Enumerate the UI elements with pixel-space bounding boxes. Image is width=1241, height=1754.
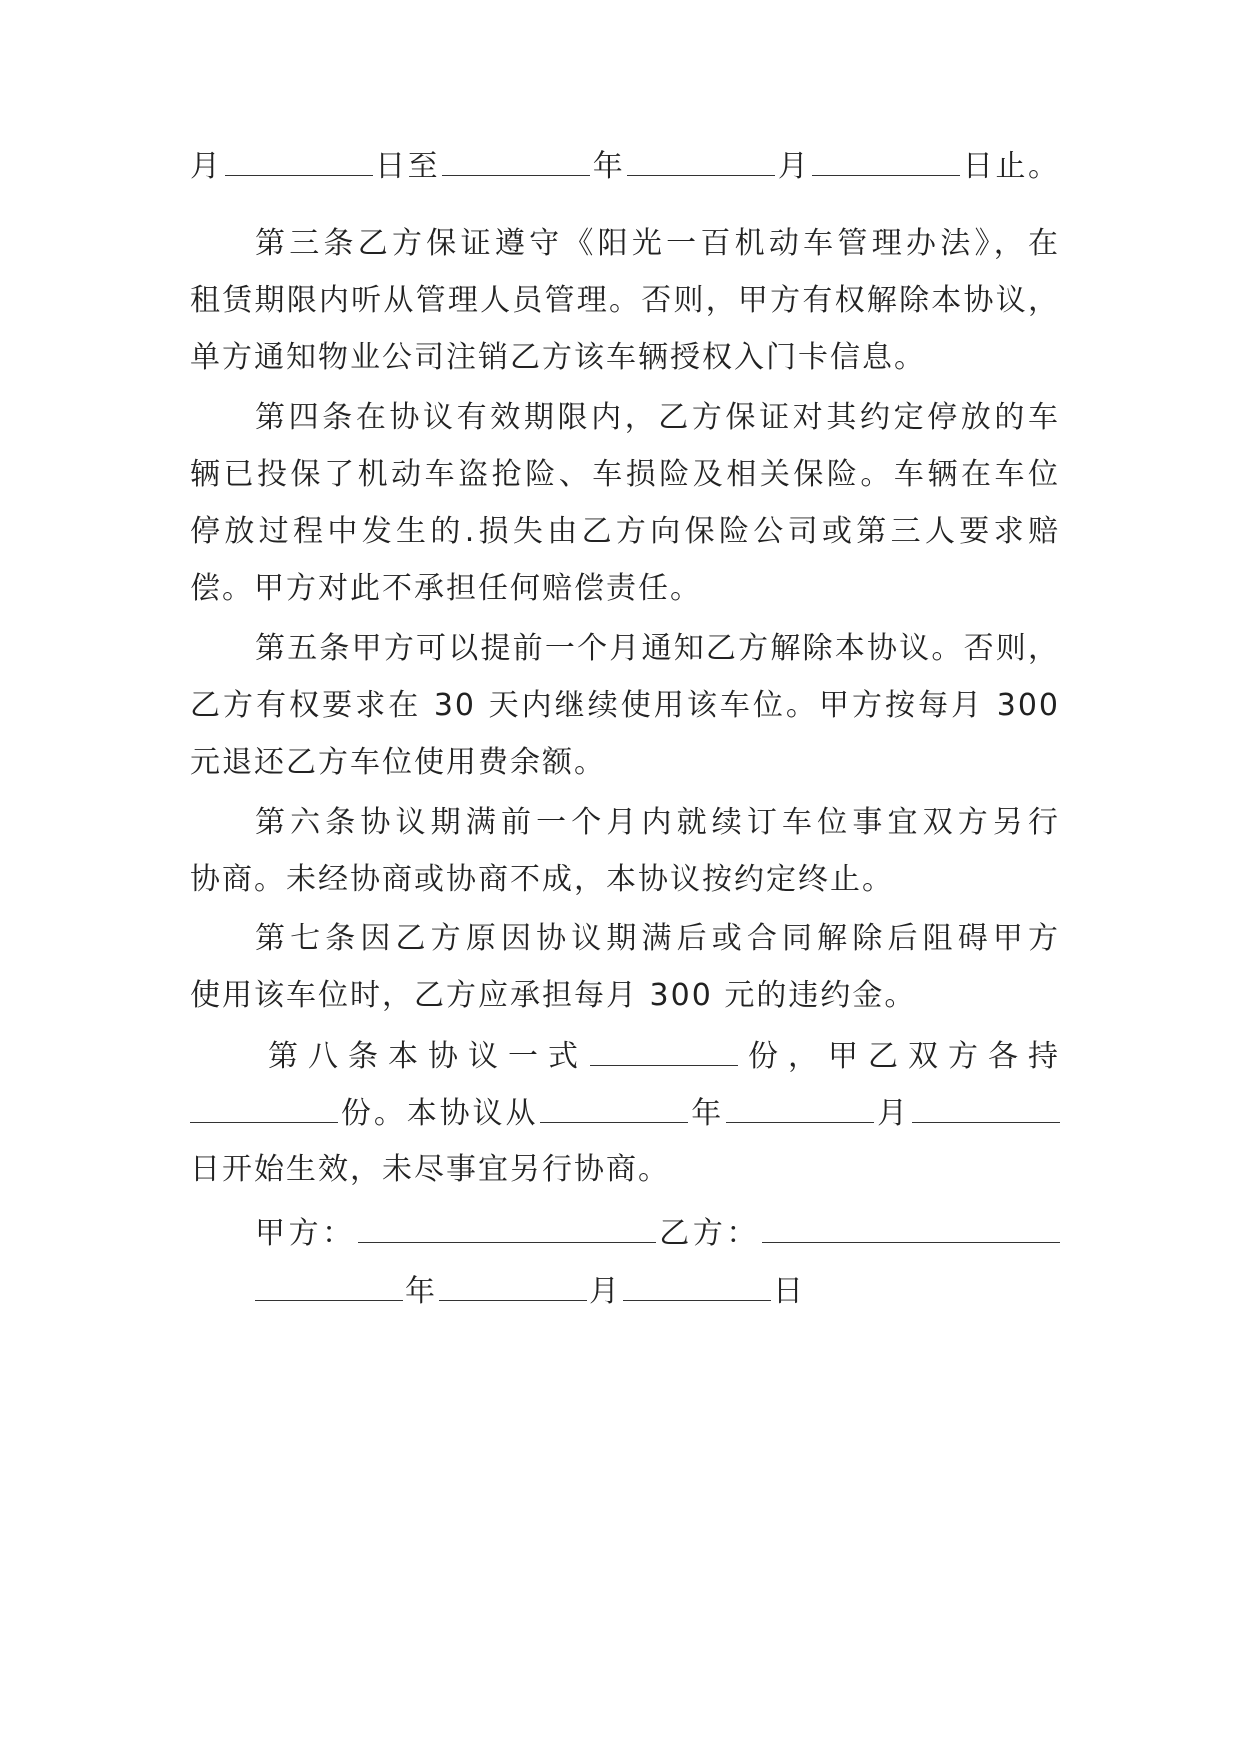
term-end-line <box>190 137 1060 195</box>
party-a-signature-blank <box>358 1204 656 1243</box>
year-label: 年 <box>690 1096 725 1131</box>
article-3-line-1: 第三条乙方保证遵守《阳光一百机动车管理办法》，在 <box>255 226 1060 261</box>
article-4-line-1: 第四条在协议有效期限内，乙方保证对其约定停放的车 <box>255 400 1060 435</box>
sign-year-blank <box>255 1262 403 1301</box>
article-8-text: 第八条本协议一式 <box>268 1039 588 1074</box>
article-7-line-1: 第七条因乙方原因协议期满后或合同解除后阻碍甲方 <box>255 921 1060 956</box>
article-6-line-1: 第六条协议期满前一个月内就续订车位事宜双方另行 <box>255 805 1060 840</box>
year-label: 年 <box>592 149 626 184</box>
month-label: 月 <box>777 149 811 184</box>
article-5-line-3: 元退还乙方车位使用费余额。 <box>190 745 606 780</box>
article-4-line-4: 偿。甲方对此不承担任何赔偿责任。 <box>190 571 702 606</box>
article-8-text: 份。本协议从 <box>340 1096 539 1131</box>
signature-line <box>255 1204 1060 1262</box>
article-7-line-2: 使用该车位时，乙方应承担每月 300 元的违约金。 <box>190 978 917 1013</box>
article-8-line-3: 日开始生效，未尽事宜另行协商。 <box>190 1152 670 1187</box>
article-5-line-2: 乙方有权要求在 30 天内继续使用该车位。甲方按每月 300 <box>190 688 1060 723</box>
article-3-line-2: 租赁期限内听从管理人员管理。否则，甲方有权解除本协议， <box>190 283 1060 318</box>
blank-field <box>442 137 590 176</box>
party-b-label: 乙方： <box>657 1216 761 1251</box>
month-label: 月 <box>589 1274 621 1309</box>
year-label: 年 <box>405 1274 437 1309</box>
article-5-line-1: 第五条甲方可以提前一个月通知乙方解除本协议。否则， <box>255 631 1060 666</box>
month-label: 月 <box>876 1096 911 1131</box>
day-to-label: 日至 <box>374 149 441 184</box>
article-8-line-1 <box>268 1027 1060 1085</box>
day-end-label: 日止。 <box>962 149 1061 184</box>
article-3-line-3: 单方通知物业公司注销乙方该车辆授权入门卡信息。 <box>190 340 926 375</box>
sign-day-blank <box>623 1262 771 1301</box>
month-label: 月 <box>190 149 223 184</box>
blank-field <box>225 137 373 176</box>
signature-date-line <box>255 1262 815 1320</box>
year-blank <box>540 1084 688 1123</box>
article-6-line-2: 协商。未经协商或协商不成，本协议按约定终止。 <box>190 862 894 897</box>
copies-blank <box>590 1027 738 1066</box>
party-a-label: 甲方： <box>255 1216 356 1251</box>
article-4-line-3: 停放过程中发生的.损失由乙方向保险公司或第三人要求赔 <box>190 514 1060 549</box>
party-b-signature-blank <box>762 1204 1060 1243</box>
blank-field <box>627 137 775 176</box>
article-4-line-2: 辆已投保了机动车盗抢险、车损险及相关保险。车辆在车位 <box>190 457 1060 492</box>
article-8-line-2 <box>190 1084 1060 1142</box>
copies-each-blank <box>190 1084 338 1123</box>
day-label: 日 <box>773 1274 805 1309</box>
sign-month-blank <box>439 1262 587 1301</box>
blank-field <box>812 137 960 176</box>
month-blank <box>726 1084 874 1123</box>
article-8-text: 份，甲乙双方各持 <box>740 1039 1060 1074</box>
day-blank <box>912 1084 1060 1123</box>
